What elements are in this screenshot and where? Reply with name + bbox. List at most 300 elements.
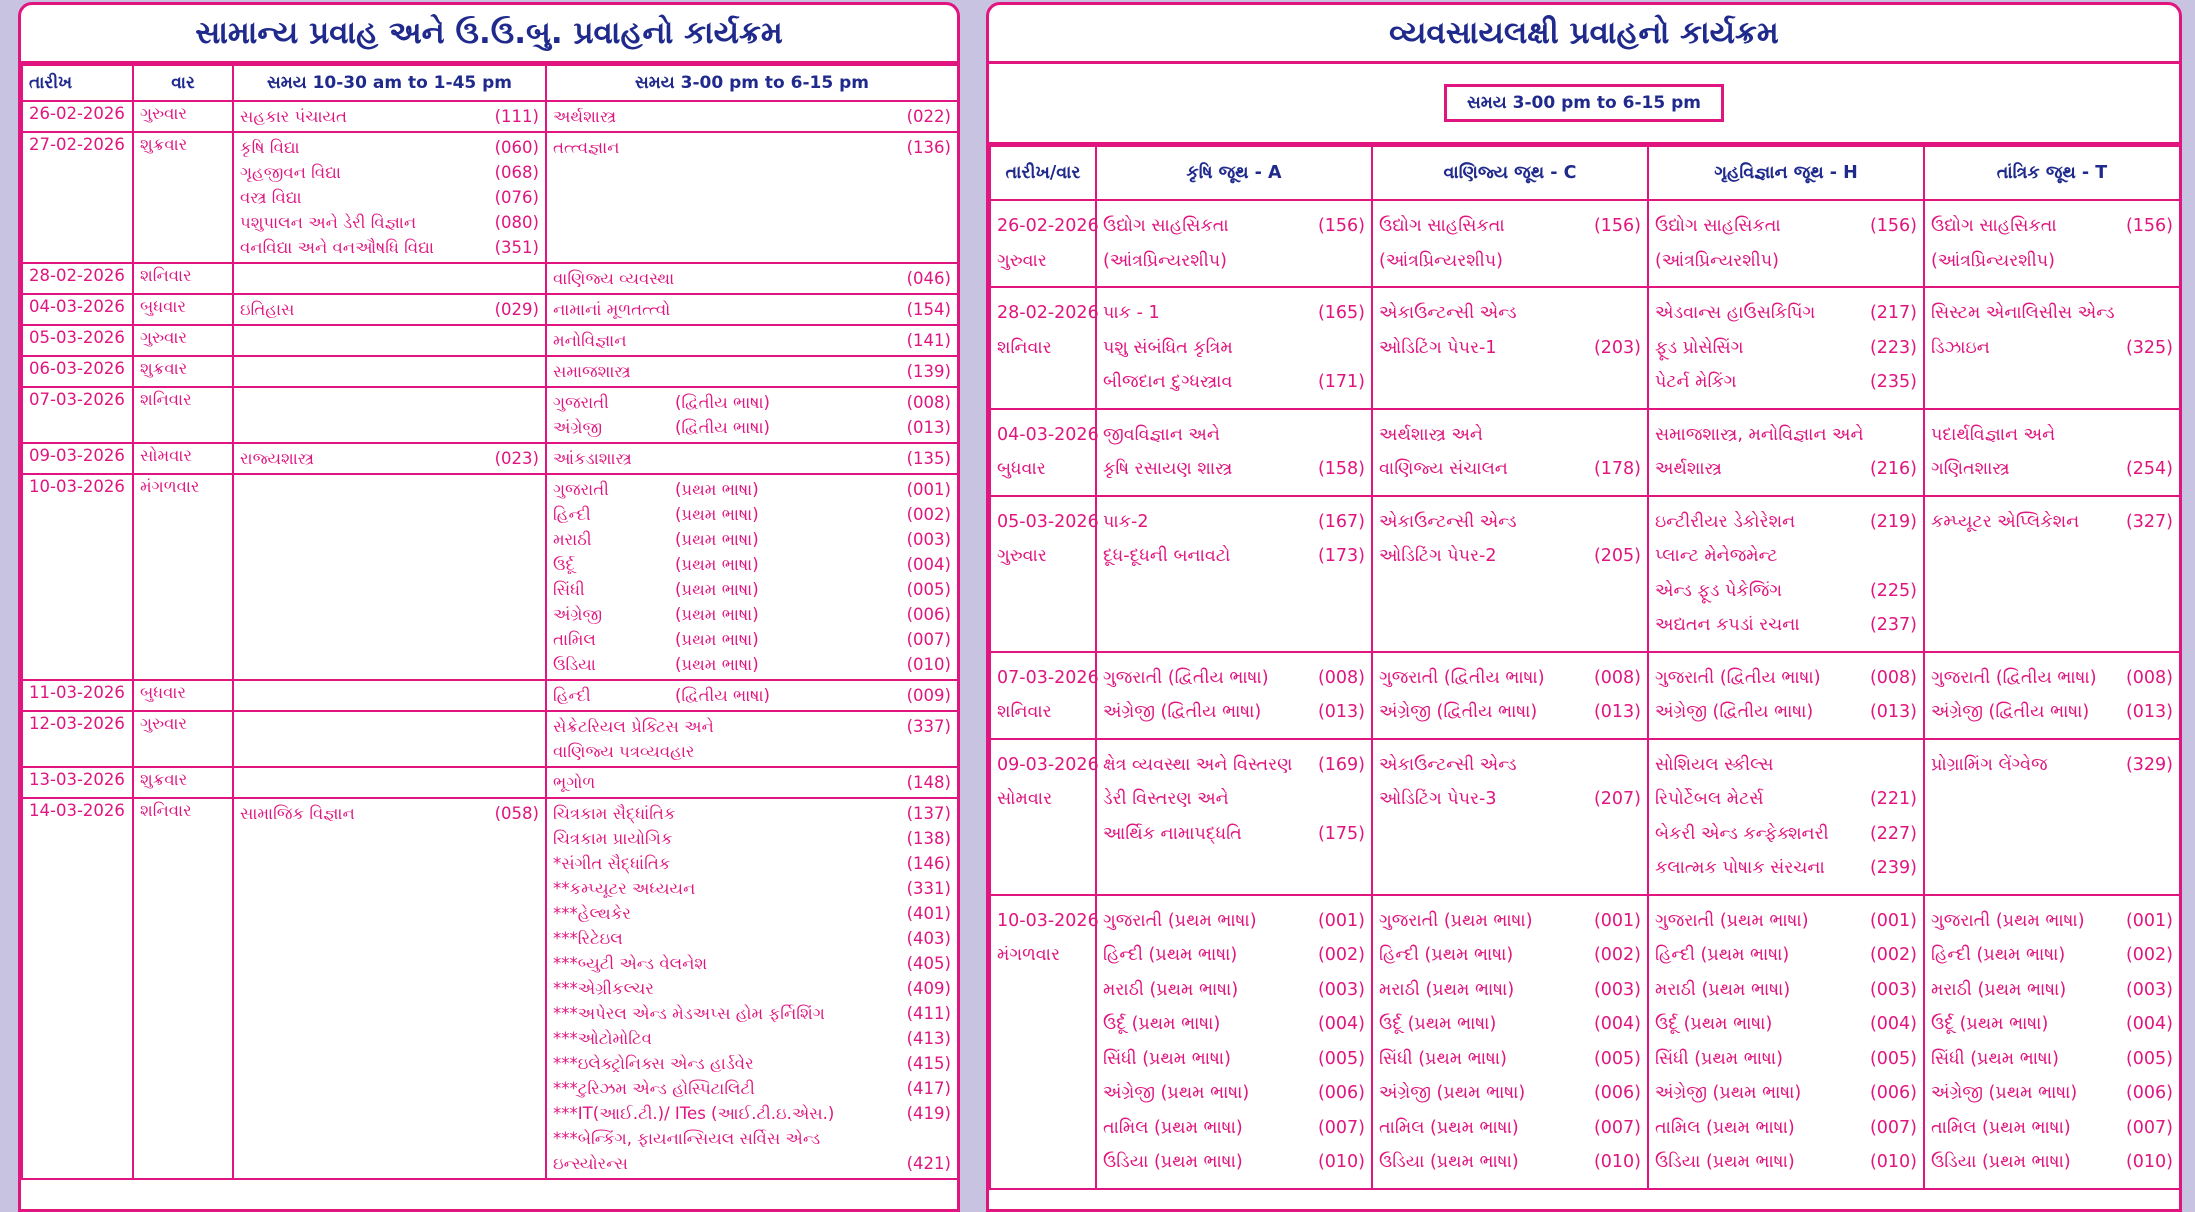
group-subjects — [1096, 287, 1372, 409]
subject-code: (403) — [906, 929, 951, 948]
row-day: ગુરુવાર — [133, 711, 233, 767]
subject-line — [553, 1151, 951, 1176]
subject-code: (007) — [1317, 1117, 1365, 1138]
subject-code: (013) — [2125, 702, 2173, 722]
subject-name: અર્થશાસ્ત્ર — [1655, 459, 1722, 479]
morning-subjects — [233, 474, 546, 680]
group-subjects — [1096, 200, 1372, 287]
group-subjects — [1096, 652, 1372, 739]
subject-name: તામિલ (પ્રથમ ભાષા) — [1379, 1117, 1519, 1138]
subject-line — [553, 976, 951, 1001]
subject-line — [1931, 695, 2173, 730]
subject-line — [553, 714, 951, 739]
subject-code: (337) — [906, 717, 951, 736]
subject-name: પાક-2 — [1103, 511, 1149, 532]
subject-line — [1655, 661, 1917, 696]
subject-name: ઓડિટિંગ પેપર-1 — [1379, 337, 1497, 358]
subject-line — [1379, 938, 1641, 973]
afternoon-subjects — [546, 101, 958, 132]
subject-line — [1379, 904, 1641, 939]
subject-line — [1103, 296, 1365, 331]
row-day: શુક્રવાર — [133, 132, 233, 263]
subject-name: અંગ્રેજી (દ્વિતીય ભાષા) — [1931, 702, 2090, 722]
subject-code: (216) — [1869, 459, 1917, 479]
subject-line — [1931, 505, 2173, 540]
subject-code: (203) — [1593, 337, 1641, 358]
subject-name: ***ઓટોમોટિવ — [553, 1029, 652, 1048]
row-day: ગુરુવાર — [997, 546, 1047, 566]
subject-line — [1103, 418, 1365, 453]
table-row — [990, 200, 2180, 287]
subject-name: ગુજરાતી (દ્વિતીય ભાષા) — [1379, 667, 1545, 688]
row-day: સોમવાર — [133, 443, 233, 474]
language-level: (દ્વિતીય ભાષા) — [675, 393, 770, 412]
subject-name: કૃષિ રસાયણ શાસ્ત્ર — [1103, 459, 1233, 479]
subject-name: ***IT(આઈ.ટી.)/ ITes (આઈ.ટી.ઇ.એસ.) — [553, 1104, 835, 1123]
subject-label — [553, 527, 759, 552]
subject-name: સહકાર પંચાયત — [240, 107, 347, 126]
subject-code: (004) — [1593, 1014, 1641, 1034]
subject-name: સમાજશાસ્ત્ર, મનોવિજ્ઞાન અને — [1655, 424, 1864, 445]
subject-name: વાણિજ્ય સંચાલન — [1379, 459, 1508, 479]
row-day: શુક્રવાર — [133, 767, 233, 798]
subject-name: ચિત્રકામ સૈદ્ધાંતિક — [553, 804, 676, 823]
subject-line — [1379, 782, 1641, 817]
header-morning-time: સમય 10-30 am to 1-45 pm — [233, 65, 546, 101]
subject-line — [1655, 851, 1917, 886]
subject-name: અંગ્રેજી (પ્રથમ ભાષા) — [1103, 1083, 1250, 1103]
subject-code: (171) — [1317, 372, 1365, 392]
subject-name: ઓડિટિંગ પેપર-2 — [1379, 546, 1497, 566]
subject-line — [1103, 452, 1365, 487]
row-day: શનિવાર — [133, 798, 233, 1179]
subject-name: ડિઝાઇન — [1931, 337, 1990, 358]
table-row — [990, 895, 2180, 1189]
subject-line — [1655, 365, 1917, 400]
time-box-wrap — [989, 64, 2179, 145]
subject-code: (008) — [1593, 667, 1641, 688]
subject-name: ***બેન્કિંગ, ફાયનાન્સિયલ સર્વિસ એન્ડ — [553, 1129, 821, 1148]
morning-subjects — [233, 132, 546, 263]
table-row — [22, 356, 958, 387]
subject-code: (080) — [494, 213, 539, 232]
header-afternoon-time: સમય 3-00 pm to 6-15 pm — [546, 65, 958, 101]
subject-line — [1379, 1007, 1641, 1042]
subject-name: ***રિટેઇલ — [553, 929, 623, 948]
subject-code: (135) — [906, 449, 951, 468]
subject-line — [553, 415, 951, 440]
row-date: 12-03-2026 — [22, 711, 133, 767]
morning-subjects — [233, 798, 546, 1179]
subject-line — [553, 477, 951, 502]
subject-name: અંગ્રેજી (દ્વિતીય ભાષા) — [1379, 702, 1538, 722]
subject-label — [553, 627, 759, 652]
row-day: મંગળવાર — [133, 474, 233, 680]
subject-line — [553, 926, 951, 951]
row-date: 26-02-2026 — [997, 216, 1099, 236]
subject-label — [553, 502, 759, 527]
subject-code: (003) — [2125, 979, 2173, 1000]
subject-code: (401) — [906, 904, 951, 923]
subject-name: (આંત્રપ્રિન્યરશીપ) — [1379, 250, 1503, 271]
language-level: (દ્વિતીય ભાષા) — [675, 418, 770, 437]
subject-name: હિન્દી (પ્રથમ ભાષા) — [1103, 945, 1238, 965]
subject-line — [1931, 1111, 2173, 1146]
subject-code: (175) — [1317, 823, 1365, 844]
subject-label — [553, 390, 770, 415]
subject-code: (002) — [2125, 945, 2173, 965]
subject-code: (013) — [1869, 702, 1917, 722]
subject-name: અર્થશાસ્ત્ર — [553, 107, 617, 126]
subject-name: ***એગ્રીકલ્ચર — [553, 979, 654, 998]
subject-code: (003) — [1317, 979, 1365, 1000]
subject-name: અર્થશાસ્ત્ર અને — [1379, 424, 1483, 445]
subject-code: (217) — [1869, 303, 1917, 323]
row-day: શનિવાર — [997, 337, 1052, 358]
group-subjects — [1096, 739, 1372, 895]
subject-name: તામિલ (પ્રથમ ભાષા) — [1931, 1117, 2071, 1138]
group-subjects — [1648, 739, 1924, 895]
subject-code: (007) — [1869, 1117, 1917, 1138]
subject-name: ફૂડ પ્રોસેસિંગ — [1655, 337, 1744, 358]
subject-line — [1379, 748, 1641, 783]
subject-code: (010) — [1593, 1152, 1641, 1172]
subject-name: ગુજરાતી (પ્રથમ ભાષા) — [1655, 910, 1809, 931]
subject-line — [1103, 1042, 1365, 1077]
subject-code: (327) — [2125, 511, 2173, 532]
subject-line — [1103, 505, 1365, 540]
subject-name: ગુજરાતી — [553, 480, 609, 499]
subject-line — [1379, 331, 1641, 366]
subject-label — [553, 739, 694, 764]
subject-line — [1379, 695, 1641, 730]
afternoon-subjects — [546, 711, 958, 767]
subject-code: (010) — [1317, 1152, 1365, 1172]
row-day: શનિવાર — [133, 387, 233, 443]
subject-name: અંગ્રેજી — [553, 418, 603, 437]
subject-code: (329) — [2125, 754, 2173, 775]
subject-line — [1931, 748, 2173, 783]
subject-code: (013) — [1593, 702, 1641, 722]
subject-code: (008) — [2125, 667, 2173, 688]
subject-code: (405) — [906, 954, 951, 973]
subject-line — [240, 235, 539, 260]
subject-name: એન્ડ ફૂડ પેકેજિંગ — [1655, 580, 1783, 601]
subject-code: (009) — [906, 686, 951, 705]
subject-label — [553, 1126, 820, 1151]
subject-line — [1379, 1042, 1641, 1077]
morning-subjects — [233, 101, 546, 132]
group-subjects — [1372, 496, 1648, 652]
row-day: ગુરુવાર — [997, 250, 1047, 271]
header-group-c: વાણિજ્ય જૂથ - C — [1372, 146, 1648, 200]
subject-code: (001) — [1317, 910, 1365, 931]
subject-line — [1103, 904, 1365, 939]
vocational-stream-title: વ્યવસાયલક્ષી પ્રવાહનો કાર્યક્રમ — [989, 5, 2179, 64]
group-subjects — [1648, 895, 1924, 1189]
row-date-day — [990, 496, 1099, 652]
subject-name: પદાર્થવિજ્ઞાન અને — [1931, 424, 2056, 445]
group-subjects — [1096, 409, 1372, 496]
subject-line — [553, 1076, 951, 1101]
subject-code: (023) — [494, 449, 539, 468]
morning-subjects — [233, 767, 546, 798]
subject-name: પેટર્ન મેકિંગ — [1655, 372, 1737, 392]
subject-line — [553, 602, 951, 627]
subject-line — [1655, 817, 1917, 852]
subject-label — [553, 415, 770, 440]
subject-name: તામિલ — [553, 630, 596, 649]
subject-name: ઉદ્યોગ સાહસિકતા — [1931, 216, 2057, 236]
subject-name: ઉડિયા (પ્રથમ ભાષા) — [1655, 1152, 1795, 1172]
table-row — [990, 496, 2180, 652]
subject-line — [553, 266, 951, 291]
subject-name: ઉડિયા (પ્રથમ ભાષા) — [1103, 1152, 1243, 1172]
subject-line — [1931, 973, 2173, 1008]
subject-name: બેકરી એન્ડ કન્ફેક્શનરી — [1655, 823, 1829, 844]
subject-code: (138) — [906, 829, 951, 848]
subject-code: (006) — [906, 605, 951, 624]
subject-line — [1931, 1076, 2173, 1111]
subject-line — [1103, 1145, 1365, 1180]
row-date: 28-02-2026 — [997, 303, 1099, 323]
subject-name: દૂધ-દૂધની બનાવટો — [1103, 546, 1231, 566]
subject-name: મરાઠી (પ્રથમ ભાષા) — [1655, 979, 1791, 1000]
subject-name: ઉડિયા — [553, 655, 596, 674]
table-row — [22, 132, 958, 263]
subject-line — [1931, 209, 2173, 244]
subject-line — [1655, 1111, 1917, 1146]
subject-name: ગુજરાતી (પ્રથમ ભાષા) — [1931, 910, 2085, 931]
language-level: (પ્રથમ ભાષા) — [675, 605, 759, 624]
afternoon-subjects — [546, 680, 958, 711]
subject-name: એકાઉન્ટન્સી એન્ડ — [1379, 303, 1517, 323]
subject-line — [1379, 1145, 1641, 1180]
subject-name: સોશિયલ સ્કીલ્સ — [1655, 754, 1774, 775]
subject-name: સિંધી (પ્રથમ ભાષા) — [1379, 1048, 1507, 1069]
subject-name: ગુજરાતી — [553, 393, 609, 412]
subject-code: (205) — [1593, 546, 1641, 566]
subject-line — [1655, 1145, 1917, 1180]
subject-line — [1655, 452, 1917, 487]
subject-line — [1655, 418, 1917, 453]
subject-line — [553, 951, 951, 976]
general-stream-panel — [18, 2, 960, 1212]
subject-name: વાણિજ્ય વ્યવસ્થા — [553, 269, 675, 288]
subject-label — [553, 135, 619, 160]
subject-code: (167) — [1317, 511, 1365, 532]
subject-line — [1931, 1007, 2173, 1042]
subject-line — [553, 390, 951, 415]
group-subjects — [1372, 200, 1648, 287]
group-subjects — [1924, 739, 2180, 895]
subject-name: ઉર્દૂ — [553, 555, 575, 574]
row-date: 10-03-2026 — [22, 474, 133, 680]
subject-name: આંકડાશાસ્ત્ર — [553, 449, 632, 468]
table-row — [22, 263, 958, 294]
subject-line — [1379, 973, 1641, 1008]
group-subjects — [1648, 652, 1924, 739]
subject-line — [553, 739, 951, 764]
subject-line — [553, 359, 951, 384]
row-date-day — [990, 652, 1099, 739]
row-date: 11-03-2026 — [22, 680, 133, 711]
subject-line — [1931, 296, 2173, 331]
afternoon-subjects — [546, 474, 958, 680]
group-subjects — [1096, 895, 1372, 1189]
subject-line — [1379, 505, 1641, 540]
language-level: (પ્રથમ ભાષા) — [675, 655, 759, 674]
table-row — [990, 652, 2180, 739]
morning-subjects — [233, 680, 546, 711]
subject-label — [553, 801, 676, 826]
subject-label — [553, 652, 759, 677]
afternoon-subjects — [546, 767, 958, 798]
subject-code: (227) — [1869, 823, 1917, 844]
group-subjects — [1372, 287, 1648, 409]
subject-code: (409) — [906, 979, 951, 998]
table-row — [22, 101, 958, 132]
row-date: 04-03-2026 — [22, 294, 133, 325]
row-day: શુક્રવાર — [133, 356, 233, 387]
subject-name: મરાઠી — [553, 530, 592, 549]
subject-line — [240, 160, 539, 185]
subject-label — [553, 477, 759, 502]
subject-line — [240, 801, 539, 826]
row-date: 10-03-2026 — [997, 910, 1099, 931]
subject-name: પ્રોગ્રામિંગ લેંગ્વેજ — [1931, 754, 2048, 775]
subject-name: સિંધી (પ્રથમ ભાષા) — [1655, 1048, 1783, 1069]
subject-name: હિન્દી (પ્રથમ ભાષા) — [1379, 945, 1514, 965]
header-group-h: ગૃહવિજ્ઞાન જૂથ - H — [1648, 146, 1924, 200]
subject-line — [1103, 331, 1365, 366]
group-subjects — [1924, 496, 2180, 652]
subject-name: કલાત્મક પોષાક સંરચના — [1655, 858, 1825, 878]
subject-code: (008) — [906, 393, 951, 412]
language-level: (પ્રથમ ભાષા) — [675, 505, 759, 524]
subject-label — [553, 1026, 652, 1051]
subject-line — [553, 446, 951, 471]
subject-code: (005) — [1317, 1048, 1365, 1069]
subject-name: *સંગીત સૈદ્ધાંતિક — [553, 854, 671, 873]
subject-name: તામિલ (પ્રથમ ભાષા) — [1655, 1117, 1795, 1138]
subject-code: (221) — [1869, 789, 1917, 809]
subject-code: (173) — [1317, 546, 1365, 566]
subject-code: (169) — [1317, 754, 1365, 775]
subject-line — [553, 1101, 951, 1126]
afternoon-subjects — [546, 798, 958, 1179]
table-row — [22, 767, 958, 798]
subject-name: (આંત્રપ્રિન્યરશીપ) — [1655, 250, 1779, 271]
subject-line — [1655, 938, 1917, 973]
subject-code: (004) — [2125, 1014, 2173, 1034]
subject-label — [553, 1076, 755, 1101]
subject-label — [553, 1151, 628, 1176]
subject-line — [1655, 209, 1917, 244]
subject-line — [1655, 748, 1917, 783]
subject-name: ઉદ્યોગ સાહસિકતા — [1655, 216, 1781, 236]
subject-line — [553, 328, 951, 353]
subject-code: (029) — [494, 300, 539, 319]
morning-subjects — [233, 294, 546, 325]
subject-code: (178) — [1593, 459, 1641, 479]
subject-line — [553, 627, 951, 652]
afternoon-subjects — [546, 263, 958, 294]
subject-line — [1103, 817, 1365, 852]
group-subjects — [1924, 200, 2180, 287]
row-day: સોમવાર — [997, 789, 1053, 809]
subject-line — [1931, 452, 2173, 487]
subject-code: (004) — [1317, 1014, 1365, 1034]
row-date-day — [990, 287, 1099, 409]
subject-label — [553, 926, 623, 951]
subject-code: (005) — [2125, 1048, 2173, 1069]
morning-subjects — [233, 356, 546, 387]
subject-code: (060) — [494, 138, 539, 157]
row-day: બુધવાર — [133, 294, 233, 325]
row-date: 05-03-2026 — [22, 325, 133, 356]
subject-code: (008) — [1317, 667, 1365, 688]
subject-label — [553, 602, 759, 627]
table-row — [990, 739, 2180, 895]
subject-name: ઇન્સ્યોરન્સ — [553, 1154, 628, 1173]
subject-line — [240, 297, 539, 322]
subject-code: (006) — [1317, 1083, 1365, 1103]
subject-name: સેક્રેટરિયલ પ્રેક્ટિસ અને — [553, 717, 714, 736]
subject-name: **કમ્પ્યૂટર અધ્યયન — [553, 879, 696, 898]
subject-code: (004) — [1869, 1014, 1917, 1034]
subject-name: (આંત્રપ્રિન્યરશીપ) — [1931, 250, 2055, 271]
language-level: (પ્રથમ ભાષા) — [675, 480, 759, 499]
subject-code: (005) — [1593, 1048, 1641, 1069]
subject-line — [553, 502, 951, 527]
subject-name: તત્ત્વજ્ઞાન — [553, 138, 620, 157]
subject-name: હિન્દી — [553, 505, 591, 524]
subject-code: (235) — [1869, 372, 1917, 392]
general-stream-title: સામાન્ય પ્રવાહ અને ઉ.ઉ.બુ. પ્રવાહનો કાર્યક્રમ — [21, 5, 957, 64]
subject-label — [553, 328, 627, 353]
subject-code: (001) — [1593, 910, 1641, 931]
header-day: વાર — [133, 65, 233, 101]
subject-line — [1931, 661, 2173, 696]
subject-name: ઉદ્યોગ સાહસિકતા — [1379, 216, 1505, 236]
row-date: 26-02-2026 — [22, 101, 133, 132]
subject-line — [1655, 244, 1917, 279]
subject-name: ઉર્દૂ (પ્રથમ ભાષા) — [1103, 1014, 1221, 1034]
group-subjects — [1648, 496, 1924, 652]
subject-name: એકાઉન્ટન્સી એન્ડ — [1379, 511, 1517, 532]
table-row — [22, 387, 958, 443]
subject-code: (156) — [1593, 216, 1641, 236]
subject-name: અંગ્રેજી (પ્રથમ ભાષા) — [1931, 1083, 2078, 1103]
table-row — [22, 443, 958, 474]
subject-name: કૃષિ વિદ્યા — [240, 138, 300, 157]
subject-name: હિન્દી — [553, 686, 591, 705]
subject-name: ***બ્યુટી એન્ડ વેલનેશ — [553, 954, 708, 973]
subject-label — [553, 976, 654, 1001]
subject-name: મરાઠી (પ્રથમ ભાષા) — [1931, 979, 2067, 1000]
subject-name: કમ્પ્યૂટર એપ્લિકેશન — [1931, 511, 2080, 532]
subject-code: (002) — [1593, 945, 1641, 965]
table-row — [990, 287, 2180, 409]
subject-code: (008) — [1869, 667, 1917, 688]
subject-code: (068) — [494, 163, 539, 182]
subject-line — [1103, 695, 1365, 730]
subject-line — [553, 1001, 951, 1026]
subject-code: (058) — [494, 804, 539, 823]
subject-code: (156) — [2125, 216, 2173, 236]
subject-line — [1655, 904, 1917, 939]
